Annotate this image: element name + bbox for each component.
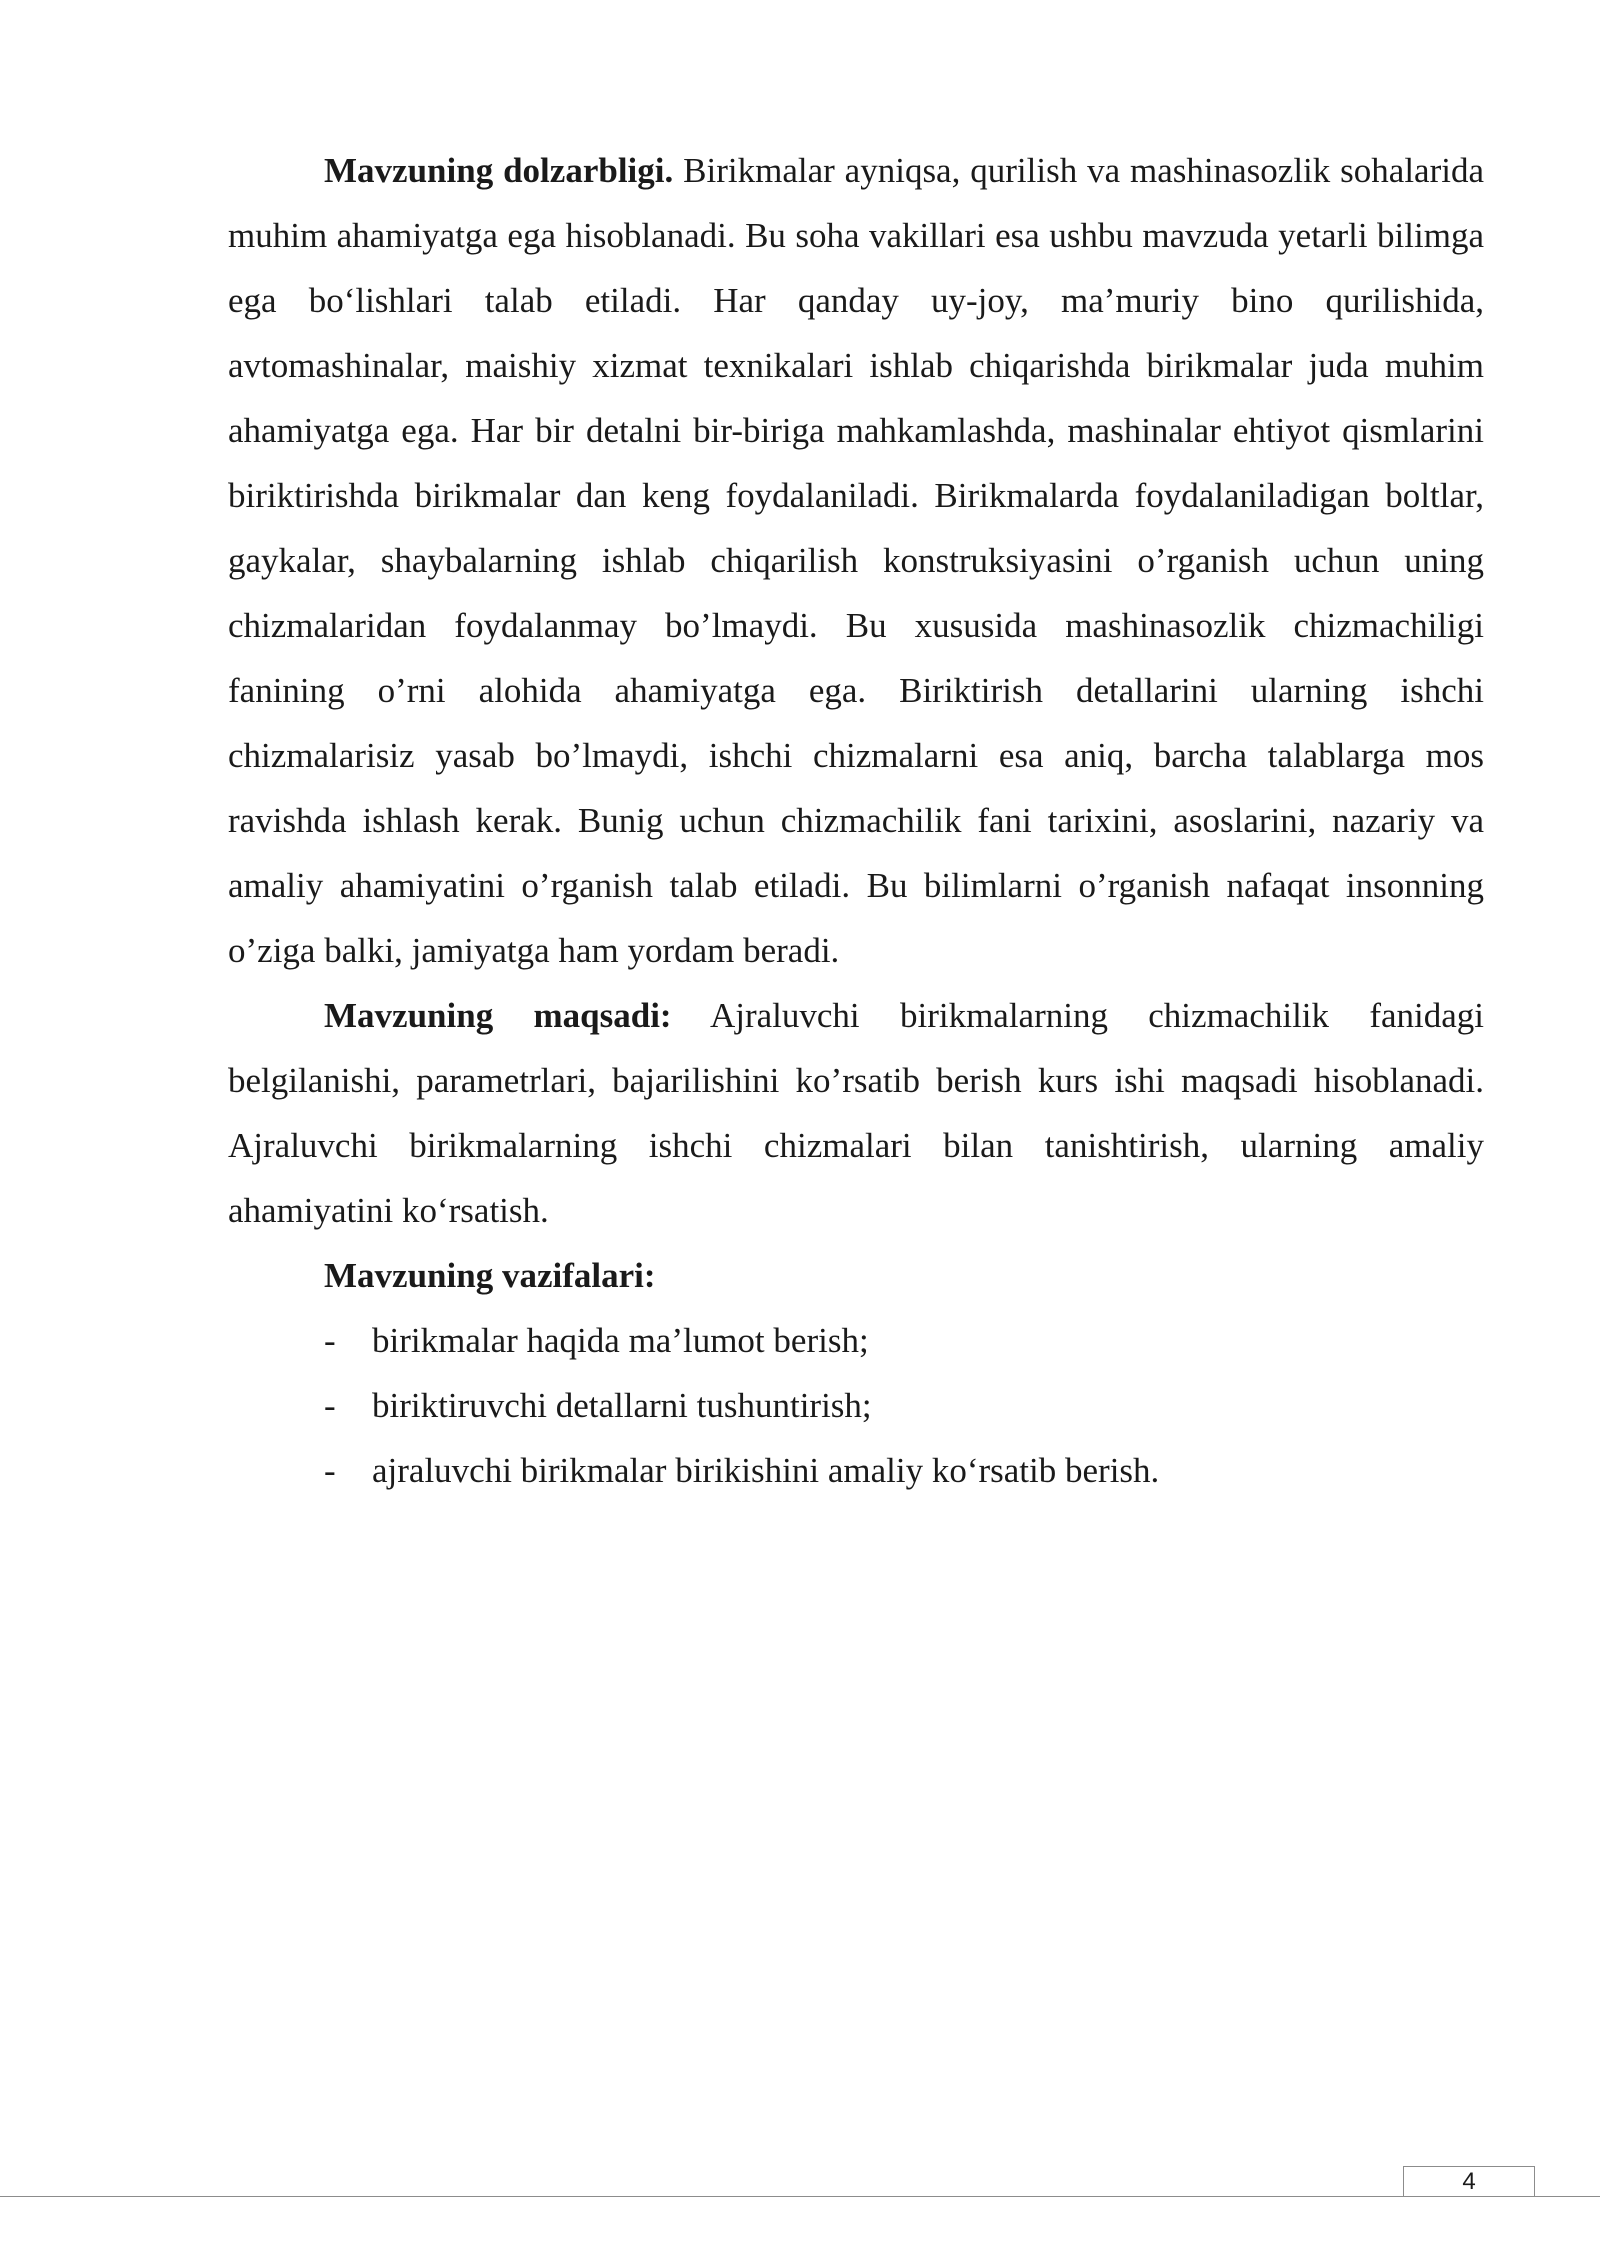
list-dash: - bbox=[324, 1386, 336, 1425]
relevance-paragraph bbox=[228, 138, 1484, 983]
list-item bbox=[228, 1438, 1484, 1503]
list-item bbox=[228, 1308, 1484, 1373]
page-body bbox=[228, 138, 1484, 1503]
goal-text: Ajraluvchi birikmalarning chizmachilik fanidagi belgilanishi, parametrlari, bajarilishini ko’rsatib berish kurs ishi maqsadi hisoblanadi. Ajraluvchi birikmalarning ishchi chizmalari bilan tanishtirish, ularning amaliy ahamiyatini ko‘rsatish. bbox=[228, 996, 1485, 1230]
tasks-heading: Mavzuning vazifalari: bbox=[324, 1256, 656, 1295]
goal-heading: Mavzuning maqsadi: bbox=[324, 996, 672, 1035]
goal-paragraph bbox=[228, 983, 1484, 1243]
relevance-heading: Mavzuning dolzarbligi. bbox=[324, 151, 674, 190]
footer-divider bbox=[0, 2196, 1600, 2197]
list-item-text: ajraluvchi birikmalar birikishini amaliy ko‘rsatib berish. bbox=[372, 1451, 1160, 1490]
list-item-text: birikmalar haqida ma’lumot berish; bbox=[372, 1321, 869, 1360]
tasks-list bbox=[228, 1308, 1484, 1503]
list-item-text: biriktiruvchi detallarni tushuntirish; bbox=[372, 1386, 872, 1425]
list-dash: - bbox=[324, 1321, 336, 1360]
list-item bbox=[228, 1373, 1484, 1438]
page-number: 4 bbox=[1403, 2166, 1535, 2196]
list-dash: - bbox=[324, 1451, 336, 1490]
relevance-text: Birikmalar ayniqsa, qurilish va mashinasozlik sohalarida muhim ahamiyatga ega hisoblanadi. Bu soha vakillari esa ushbu mavzuda yetarli bilimga ega bo‘lishlari talab etiladi. Har qanday uy-joy, ma’muriy bino qurilishida, avtomashinalar, maishiy xizmat texnikalari ishlab chiqarishda birikmalar juda muhim ahamiyatga ega. Har bir detalni bir-biriga mahkamlashda, mashinalar ehtiyot qismlarini biriktirishda birikmalar dan keng foydalaniladi. Birikmalarda foydalaniladigan boltlar, gaykalar, shaybalarning ishlab chiqarilish konstruksiyasini o’rganish uchun uning chizmalaridan foydalanmay bo’lmaydi. Bu xususida mashinasozlik chizmachiligi fanining o’rni alohida ahamiyatga ega. Biriktirish detallarini ularning ishchi chizmalarisiz yasab bo’lmaydi, ishchi chizmalarni esa aniq, barcha talablarga mos ravishda ishlash kerak. Bunig uchun chizmachilik fani tarixini, asoslarini, nazariy va amaliy ahamiyatini o’rganish talab etiladi. Bu bilimlarni o’rganish nafaqat insonning o’ziga balki, jamiyatga ham yordam beradi. bbox=[228, 151, 1485, 970]
